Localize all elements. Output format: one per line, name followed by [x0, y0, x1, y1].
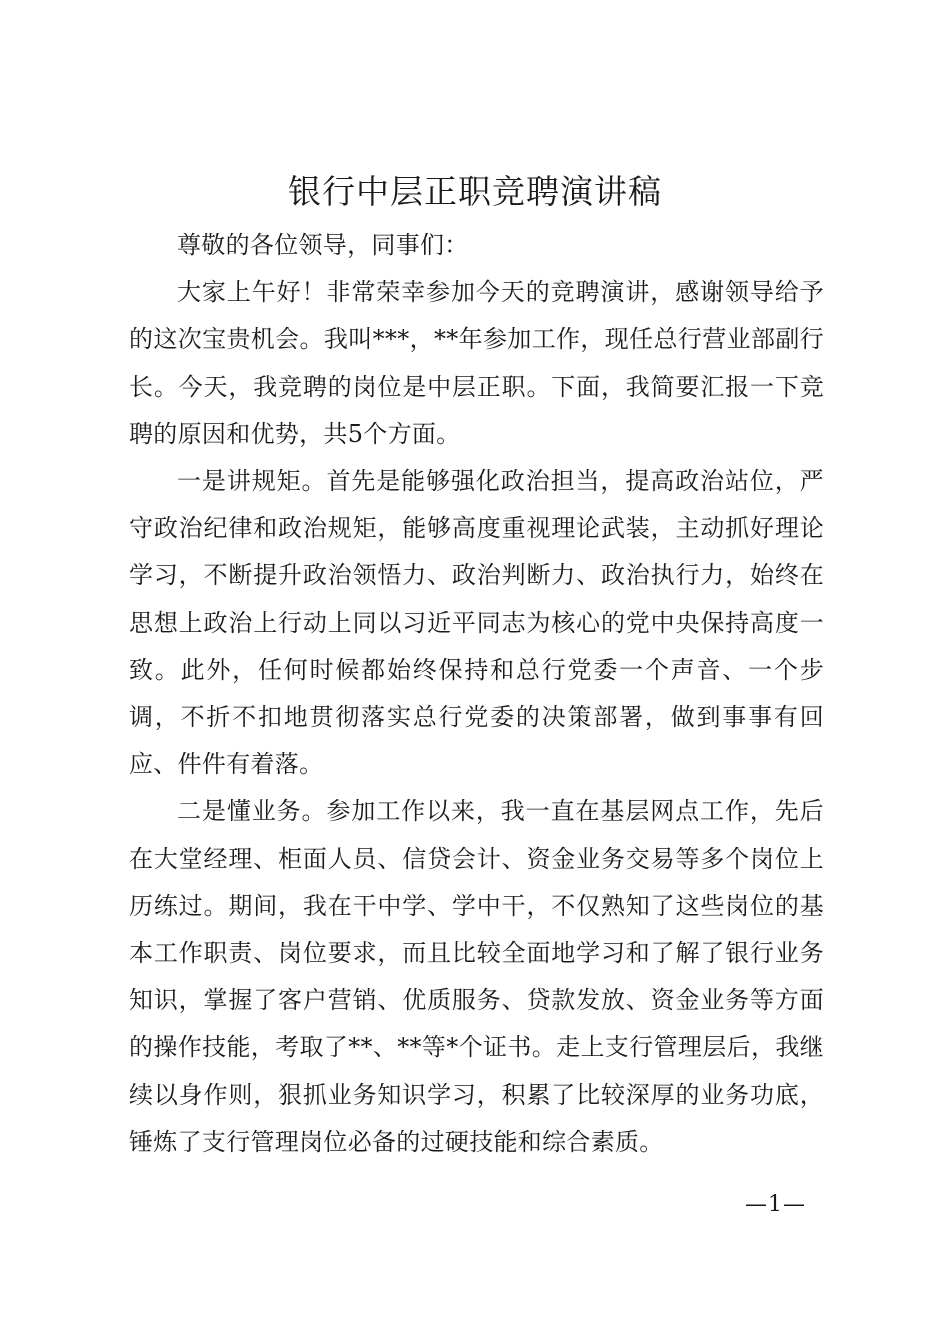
paragraph-intro: 大家上午好！非常荣幸参加今天的竞聘演讲，感谢领导给予的这次宝贵机会。我叫***，**年参加工作，现任总行营业部副行长。今天，我竞聘的岗位是中层正职。下面，我简要汇报一下竞聘的原因和优势，共5个方面。 — [129, 278, 824, 448]
paragraph-business: 二是懂业务。参加工作以来，我一直在基层网点工作，先后在大堂经理、柜面人员、信贷会计、资金业务交易等多个岗位上历练过。期间，我在干中学、学中干，不仅熟知了这些岗位的基本工作职责、岗位要求，而且比较全面地学习和了解了银行业务知识，掌握了客户营销、优质服务、贷款发放、资金业务等方面的操作技能，考取了**、**等*个证书。走上支行管理层后，我继续以身作则，狠抓业务知识学习，积累了比较深厚的业务功底，锤炼了支行管理岗位必备的过硬技能和综合素质。 — [129, 797, 824, 1156]
document-title: 银行中层正职竞聘演讲稿 — [288, 172, 662, 211]
page-number: —1— — [745, 1192, 806, 1217]
document-body — [129, 222, 824, 1166]
salutation: 尊敬的各位领导，同事们： — [177, 231, 469, 259]
paragraph-rules: 一是讲规矩。首先是能够强化政治担当，提高政治站位，严守政治纪律和政治规矩，能够高度重视理论武装，主动抓好理论学习，不断提升政治领悟力、政治判断力、政治执行力，始终在思想上政治上行动上同以习近平同志为核心的党中央保持高度一致。此外，任何时候都始终保持和总行党委一个声音、一个步调，不折不扣地贯彻落实总行党委的决策部署，做到事事有回应、件件有着落。 — [129, 467, 824, 779]
